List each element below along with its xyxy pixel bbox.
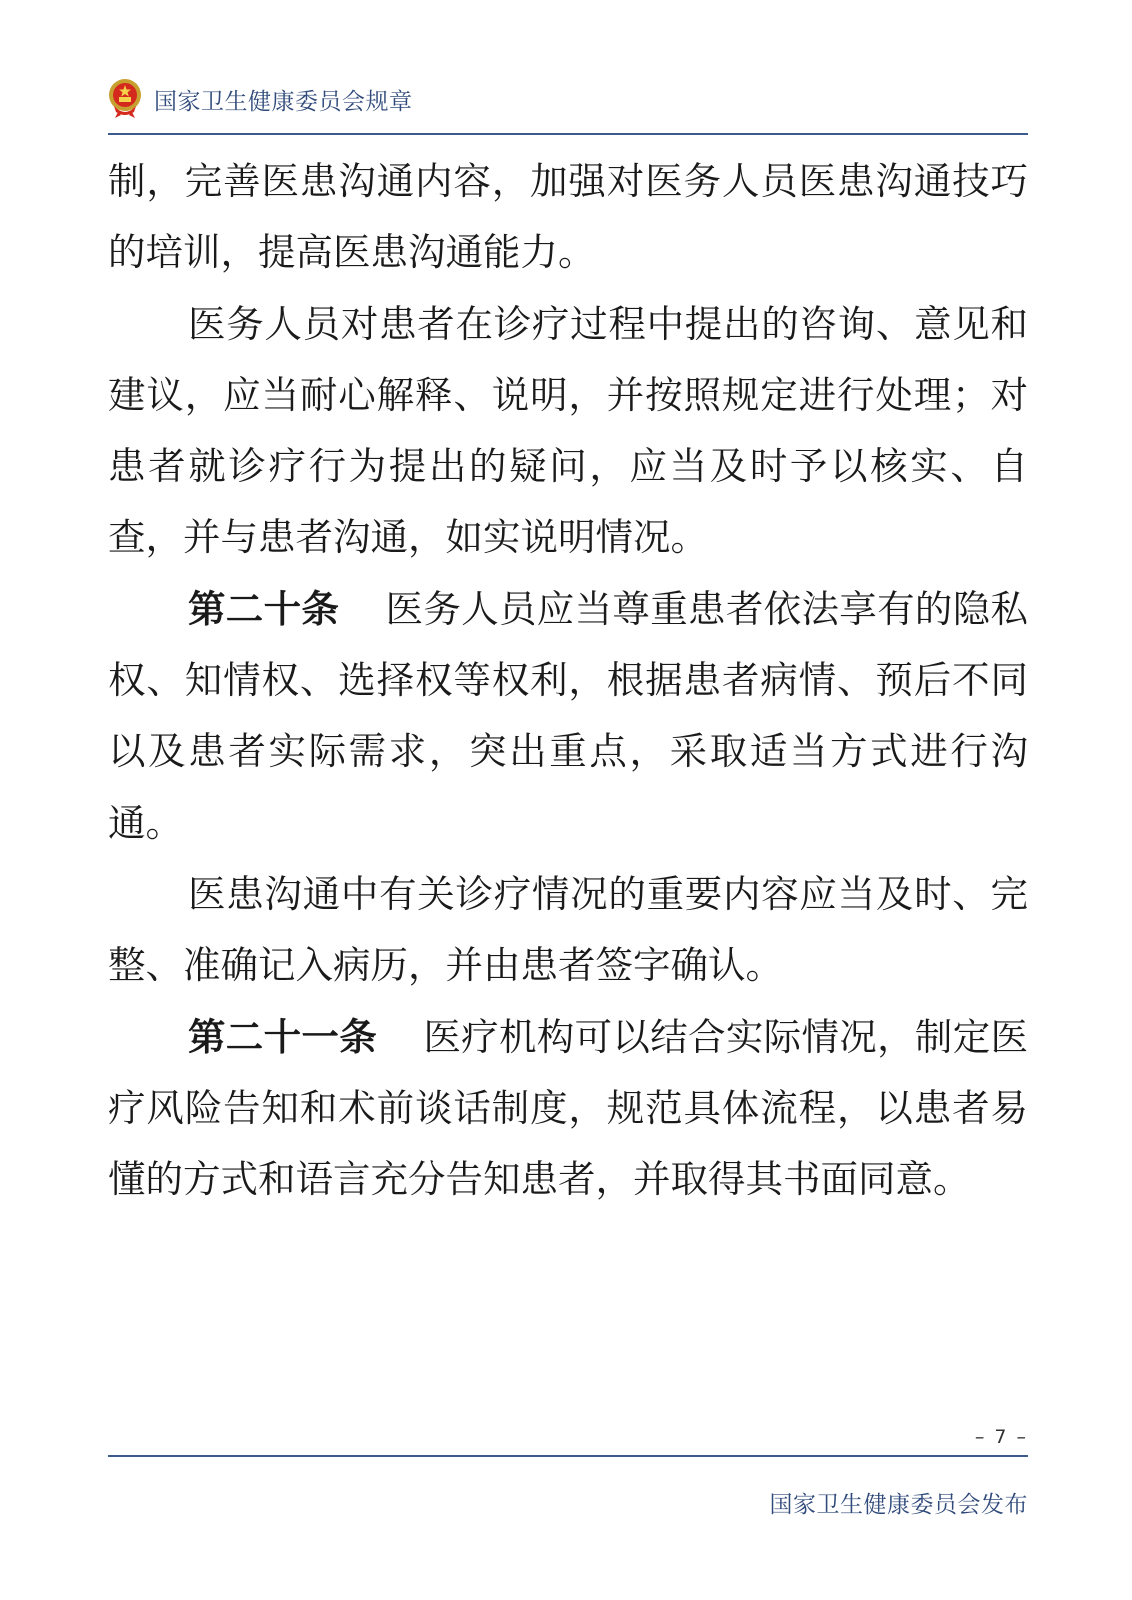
article-21 — [108, 1002, 1028, 1216]
footer-publisher: 国家卫生健康委员会发布 — [769, 1492, 1028, 1518]
national-emblem-icon — [108, 78, 142, 118]
header-divider — [108, 133, 1028, 135]
article-heading: 第二十条 — [188, 586, 340, 631]
article-heading: 第二十一条 — [188, 1014, 378, 1059]
article-text: 医疗机构可以结合实际情况，制定医疗风险告知和术前谈话制度，规范具体流程，以患者易懂的方式和语言充分告知患者，并取得其书面同意。 — [108, 1014, 1029, 1202]
paragraph: 医患沟通中有关诊疗情况的重要内容应当及时、完整、准确记入病历，并由患者签字确认。 — [108, 871, 1028, 988]
page-header — [108, 78, 1028, 122]
document-body — [108, 146, 1028, 1215]
page-number: – 7 – — [974, 1426, 1028, 1448]
article-20 — [108, 574, 1028, 859]
article-text: 医务人员应当尊重患者依法享有的隐私权、知情权、选择权等权利，根据患者病情、预后不同以及患者实际需求，突出重点，采取适当方式进行沟通。 — [108, 586, 1029, 845]
footer-divider — [108, 1455, 1028, 1457]
paragraph: 制，完善医患沟通内容，加强对医务人员医患沟通技巧的培训，提高医患沟通能力。 — [108, 159, 1028, 275]
header-title: 国家卫生健康委员会规章 — [154, 89, 413, 115]
paragraph: 医务人员对患者在诊疗过程中提出的咨询、意见和建议，应当耐心解释、说明，并按照规定进行处理；对患者就诊疗行为提出的疑问，应当及时予以核实、自查，并与患者沟通，如实说明情况。 — [108, 301, 1028, 560]
